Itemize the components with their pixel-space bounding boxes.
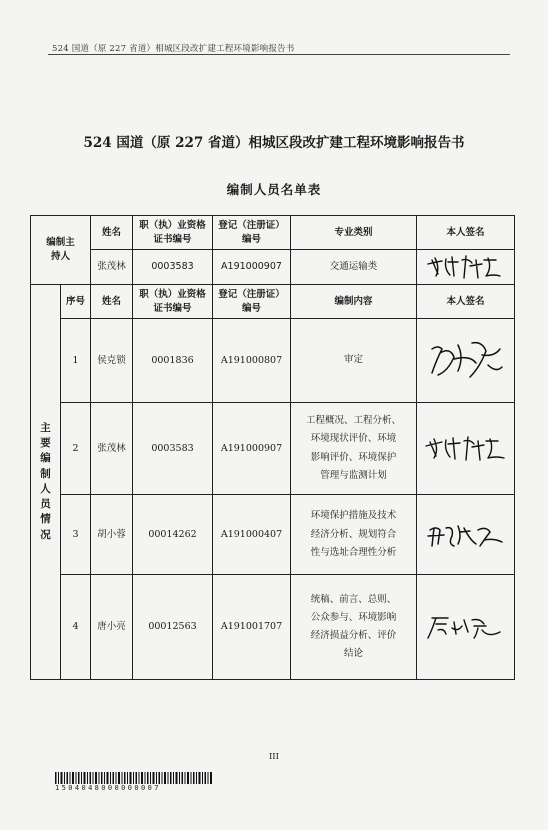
staff-name: 张茂林 bbox=[91, 402, 133, 495]
content-line: 统稿、前言、总则、 bbox=[310, 593, 397, 605]
staff-header-row bbox=[31, 284, 515, 318]
staff-name: 侯克锁 bbox=[91, 319, 133, 402]
host-col-name: 姓名 bbox=[91, 216, 133, 250]
content-line: 审定 bbox=[343, 354, 363, 366]
content-line: 结论 bbox=[343, 647, 363, 659]
staff-reg: A191000807 bbox=[213, 319, 291, 402]
handwritten-signature bbox=[424, 434, 508, 464]
staff-roster-table bbox=[30, 215, 515, 680]
document-title: 524 国道（原 227 省道）相城区段改扩建工程环境影响报告书 bbox=[83, 135, 465, 151]
staff-signature bbox=[417, 319, 515, 402]
content-line: 环境现状评价、环境 bbox=[310, 433, 397, 445]
host-data-row bbox=[31, 250, 515, 284]
staff-seq: 2 bbox=[61, 402, 91, 495]
handwritten-signature bbox=[424, 612, 508, 642]
host-major: 交通运输类 bbox=[291, 250, 417, 284]
staff-cert: 00012563 bbox=[133, 574, 213, 679]
staff-content bbox=[291, 495, 417, 574]
host-col-signature: 本人签名 bbox=[417, 216, 515, 250]
host-col-reg: 登记（注册证）编号 bbox=[213, 216, 291, 250]
staff-content bbox=[291, 319, 417, 402]
content-line: 经济损益分析、评价 bbox=[310, 629, 397, 641]
handwritten-signature bbox=[424, 254, 508, 280]
host-label: 编制主持人 bbox=[46, 237, 75, 262]
host-col-major: 专业类别 bbox=[291, 216, 417, 250]
staff-signature bbox=[417, 574, 515, 679]
staff-signature bbox=[417, 495, 515, 574]
content-line: 性与选址合理性分析 bbox=[310, 546, 397, 558]
page-number: III bbox=[268, 752, 280, 762]
staff-seq: 3 bbox=[61, 495, 91, 574]
staff-signature bbox=[417, 402, 515, 495]
running-header: 524 国道（原 227 省道）相城区段改扩建工程环境影响报告书 bbox=[52, 44, 295, 54]
staff-section-label bbox=[31, 284, 61, 679]
host-label-cell bbox=[31, 216, 91, 285]
handwritten-signature bbox=[424, 520, 508, 550]
staff-reg: A191001707 bbox=[213, 574, 291, 679]
handwritten-signature bbox=[424, 337, 508, 383]
staff-col-name: 姓名 bbox=[91, 284, 133, 318]
host-cert: 0003583 bbox=[133, 250, 213, 284]
staff-col-content: 编制内容 bbox=[291, 284, 417, 318]
staff-cert: 0001836 bbox=[133, 319, 213, 402]
staff-content bbox=[291, 402, 417, 495]
table-row bbox=[31, 319, 515, 402]
barcode-digits: 1504048000000007 bbox=[55, 784, 161, 792]
host-signature bbox=[417, 250, 515, 284]
host-name: 张茂林 bbox=[91, 250, 133, 284]
staff-label: 主要编制人员情况 bbox=[40, 422, 51, 541]
host-header-row bbox=[31, 216, 515, 250]
table-row bbox=[31, 495, 515, 574]
table-title: 编制人员名单表 bbox=[226, 182, 322, 197]
content-line: 影响评价、环境保护 bbox=[310, 451, 397, 463]
table-row bbox=[31, 574, 515, 679]
staff-name: 唐小亮 bbox=[91, 574, 133, 679]
staff-seq: 4 bbox=[61, 574, 91, 679]
staff-col-reg: 登记（注册证）编号 bbox=[213, 284, 291, 318]
content-line: 经济分析、规划符合 bbox=[310, 528, 397, 540]
host-col-cert: 职（执）业资格证书编号 bbox=[133, 216, 213, 250]
staff-col-signature: 本人签名 bbox=[417, 284, 515, 318]
host-reg: A191000907 bbox=[213, 250, 291, 284]
content-line: 公众参与、环境影响 bbox=[310, 611, 397, 623]
staff-col-seq: 序号 bbox=[61, 284, 91, 318]
staff-cert: 0003583 bbox=[133, 402, 213, 495]
content-line: 工程概况、工程分析、 bbox=[305, 415, 401, 427]
staff-name: 胡小蓉 bbox=[91, 495, 133, 574]
staff-reg: A191000407 bbox=[213, 495, 291, 574]
header-rule bbox=[48, 54, 510, 55]
staff-reg: A191000907 bbox=[213, 402, 291, 495]
staff-col-cert: 职（执）业资格证书编号 bbox=[133, 284, 213, 318]
staff-content bbox=[291, 574, 417, 679]
table-row bbox=[31, 402, 515, 495]
content-line: 环境保护措施及技术 bbox=[310, 510, 397, 522]
content-line: 管理与监测计划 bbox=[320, 469, 387, 481]
staff-seq: 1 bbox=[61, 319, 91, 402]
staff-cert: 00014262 bbox=[133, 495, 213, 574]
